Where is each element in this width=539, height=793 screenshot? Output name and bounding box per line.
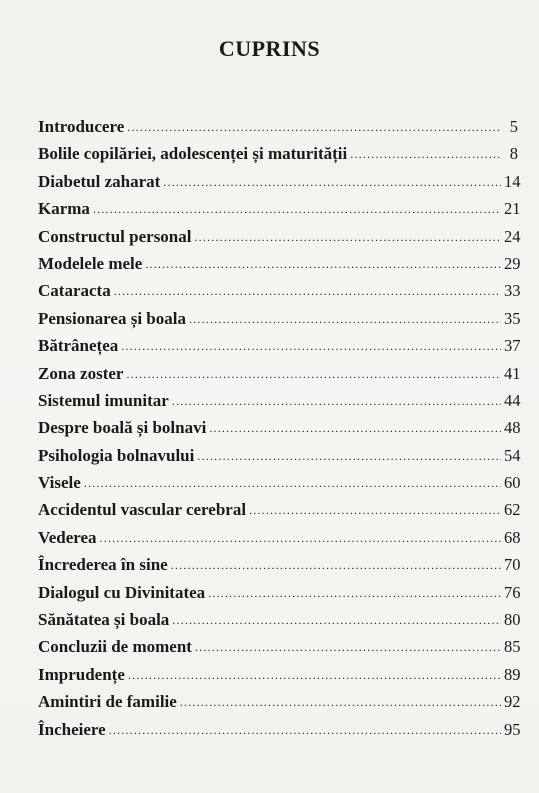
toc-entry-title: Amintiri de familie xyxy=(38,692,177,712)
toc-entry-title: Diabetul zaharat xyxy=(38,171,161,191)
dot-leader xyxy=(189,312,501,327)
toc-entry-page-number: 70 xyxy=(504,555,521,575)
toc-entry-title: Sistemul imunitar xyxy=(38,390,169,410)
toc-entry-page-number: 62 xyxy=(504,500,521,520)
toc-entry-page-number: 41 xyxy=(504,363,521,383)
toc-entry-title: Psihologia bolnavului xyxy=(38,445,195,465)
dot-leader xyxy=(180,695,501,710)
toc-entry xyxy=(38,610,521,637)
toc-entry-page-number: 8 xyxy=(509,144,518,164)
toc-entry-title: Concluzii de moment xyxy=(38,637,192,657)
dot-leader xyxy=(171,558,501,573)
toc-entry xyxy=(38,171,521,199)
toc-entry-title: Bătrânețea xyxy=(38,336,119,356)
toc-entry-page-number: 14 xyxy=(504,171,521,191)
dot-leader xyxy=(114,284,501,299)
toc-entry xyxy=(38,664,521,692)
toc-entry xyxy=(38,253,521,281)
dot-leader xyxy=(93,202,501,217)
toc-entry xyxy=(38,144,518,171)
toc-entry-page-number: 60 xyxy=(504,473,521,493)
toc-entry xyxy=(38,226,521,254)
dot-leader xyxy=(145,257,501,272)
toc-entry-page-number: 29 xyxy=(504,253,521,273)
toc-entry-page-number: 48 xyxy=(504,418,521,438)
toc-entry xyxy=(38,445,521,473)
toc-entry-page-number: 21 xyxy=(504,199,521,219)
toc-entry xyxy=(38,527,521,555)
toc-entry-page-number: 54 xyxy=(504,445,521,465)
toc-entry xyxy=(38,363,521,391)
toc-entry-title: Imprudențe xyxy=(38,664,125,684)
toc-entry xyxy=(38,555,521,582)
toc-entry xyxy=(38,582,521,610)
toc-entry-title: Despre boală și bolnavi xyxy=(38,418,207,438)
toc-entry xyxy=(38,281,521,308)
toc-entry-title: Introducere xyxy=(38,117,125,136)
toc-entry xyxy=(38,637,521,664)
toc-entry xyxy=(38,500,521,527)
toc-entry-title: Dialogul cu Divinitatea xyxy=(38,582,206,602)
dot-leader xyxy=(208,586,501,601)
dot-leader xyxy=(172,394,501,409)
dot-leader xyxy=(121,339,501,354)
dot-leader xyxy=(249,503,501,518)
dot-leader xyxy=(128,668,501,683)
dot-leader xyxy=(109,723,501,738)
toc-entry xyxy=(38,692,521,719)
dot-leader xyxy=(127,120,501,135)
dot-leader xyxy=(197,449,501,464)
toc-entry-title: Pensionarea și boala xyxy=(38,308,186,328)
toc-entry-title: Bolile copilăriei, adolescenței și maturității xyxy=(38,144,348,164)
dot-leader xyxy=(84,476,501,491)
page-title: CUPRINS xyxy=(218,36,321,61)
toc-entry-title: Încheiere xyxy=(38,719,106,739)
toc-entry-page-number: 89 xyxy=(504,664,521,684)
toc-entry-title: Modelele mele xyxy=(38,253,143,273)
dot-leader xyxy=(100,531,501,546)
toc-entry-title: Încrederea în sine xyxy=(38,555,168,575)
toc-entry xyxy=(38,473,521,500)
toc-entry xyxy=(38,336,521,363)
dot-leader xyxy=(195,640,501,655)
toc-entry-page-number: 85 xyxy=(504,637,521,657)
toc-entry-page-number: 44 xyxy=(504,390,521,410)
toc-entry xyxy=(38,308,521,336)
toc-entry xyxy=(38,390,521,418)
toc-entry-page-number: 24 xyxy=(504,226,521,246)
dot-leader xyxy=(163,175,501,190)
toc-entry-page-number: 33 xyxy=(504,281,521,301)
dot-leader xyxy=(126,367,501,382)
toc-entry-page-number: 76 xyxy=(504,582,521,602)
toc-entry-page-number: 68 xyxy=(504,527,521,547)
toc-entry-page-number: 92 xyxy=(504,692,521,712)
toc-entry-title: Vederea xyxy=(38,527,97,547)
toc-entry-title: Zona zoster xyxy=(38,363,124,383)
toc-entry-title: Cataracta xyxy=(38,281,111,301)
toc-entry-title: Sănătatea și boala xyxy=(38,610,170,630)
toc-entry-page-number: 35 xyxy=(504,308,521,328)
toc-entry-title: Constructul personal xyxy=(38,226,192,246)
toc-entry-title: Accidentul vascular cerebral xyxy=(38,500,247,520)
toc-entry xyxy=(38,418,521,445)
toc-entry-page-number: 80 xyxy=(504,610,521,630)
toc-entry-page-number: 37 xyxy=(504,336,521,356)
table-of-contents xyxy=(38,117,521,747)
dot-leader xyxy=(172,613,501,628)
dot-leader xyxy=(209,421,501,436)
dot-leader xyxy=(194,230,501,245)
toc-entry xyxy=(38,719,521,747)
toc-entry xyxy=(38,199,521,226)
dot-leader xyxy=(350,147,501,162)
toc-entry-title: Visele xyxy=(38,473,81,493)
toc-entry-page-number: 95 xyxy=(504,719,521,739)
toc-entry-page-number: 5 xyxy=(509,117,518,136)
toc-entry xyxy=(38,117,518,144)
toc-entry-title: Karma xyxy=(38,199,90,219)
